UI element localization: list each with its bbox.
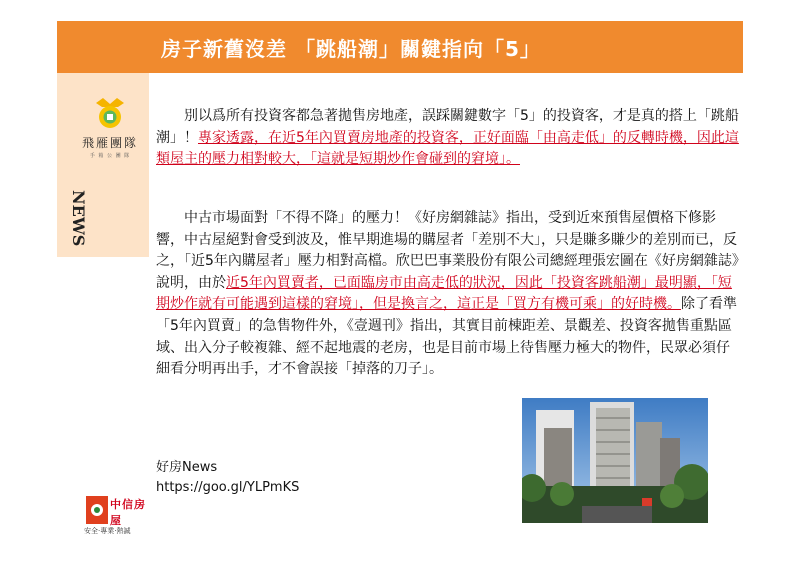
source-block — [156, 458, 299, 498]
city-street-photo — [522, 398, 708, 523]
cx-brand: 中信房屋 — [110, 498, 146, 527]
paragraph-1-highlight: 專家透露，在近5年內買賣房地產的投資客，正好面臨「由高走低」的反轉時機，因此這類屋主的壓力相對較大，「這就是短期炒作會碰到的窘境」。 — [156, 129, 739, 168]
cx-realty-logo — [84, 492, 156, 538]
paragraph-2 — [156, 208, 740, 381]
page-title: 房子新舊沒差 「跳船潮」關鍵指向「5」 — [161, 36, 541, 61]
flyteam-logo-slogan: 手 箱 公 團 隊 — [89, 153, 131, 159]
flyteam-logo-name: 飛雁團隊 — [81, 136, 138, 150]
source-url[interactable]: https://goo.gl/YLPmKS — [156, 480, 300, 495]
news-label: NEWS — [69, 189, 88, 247]
paragraph-2-highlight: 近5年內買賣者，已面臨房市由高走低的狀況，因此「投資客跳船潮」最明顯，「短期炒作就有可能遇到這樣的窘境」，但是換言之，這正是「買方有機可乘」的好時機。 — [156, 274, 732, 313]
source-name: 好房News — [156, 460, 218, 475]
flyteam-logo-icon — [78, 95, 142, 135]
paragraph-2-text-1: 中古市場面對「不得不降」的壓力！《好房網雜誌》指出，受到近來預售屋價格下修影響，中古屋絕對會受到波及，惟早期進場的購屋者「差別不大」，只是賺多賺少的差別而已，反之，「近5年內購屋者」壓力相對高檔。欣巴巴事業股份有限公司總經理張宏圖在《好房網雜誌》說明，由於 — [156, 210, 739, 291]
paragraph-2-text-2: 除了看準「5年內買賣」的急售物件外，《壹週刊》指出，其實目前棟距差、景觀差、投資客拋售重點區域、出入分子較複雜、經不起地震的老房，也是目前市場上待售壓力極大的物件，民眾必須仔細看分明再出手，才不會誤接「掉落的刀子」。 — [156, 296, 737, 378]
title-bar — [57, 21, 743, 73]
cx-slogan: 安全‧專業‧熱誠 — [84, 527, 131, 535]
paragraph-1 — [156, 106, 740, 171]
paragraph-1-text: 別以爲所有投資客都急著拋售房地產，誤踩關鍵數字「5」的投資客，才是真的搭上「跳船潮」！ — [156, 108, 739, 146]
